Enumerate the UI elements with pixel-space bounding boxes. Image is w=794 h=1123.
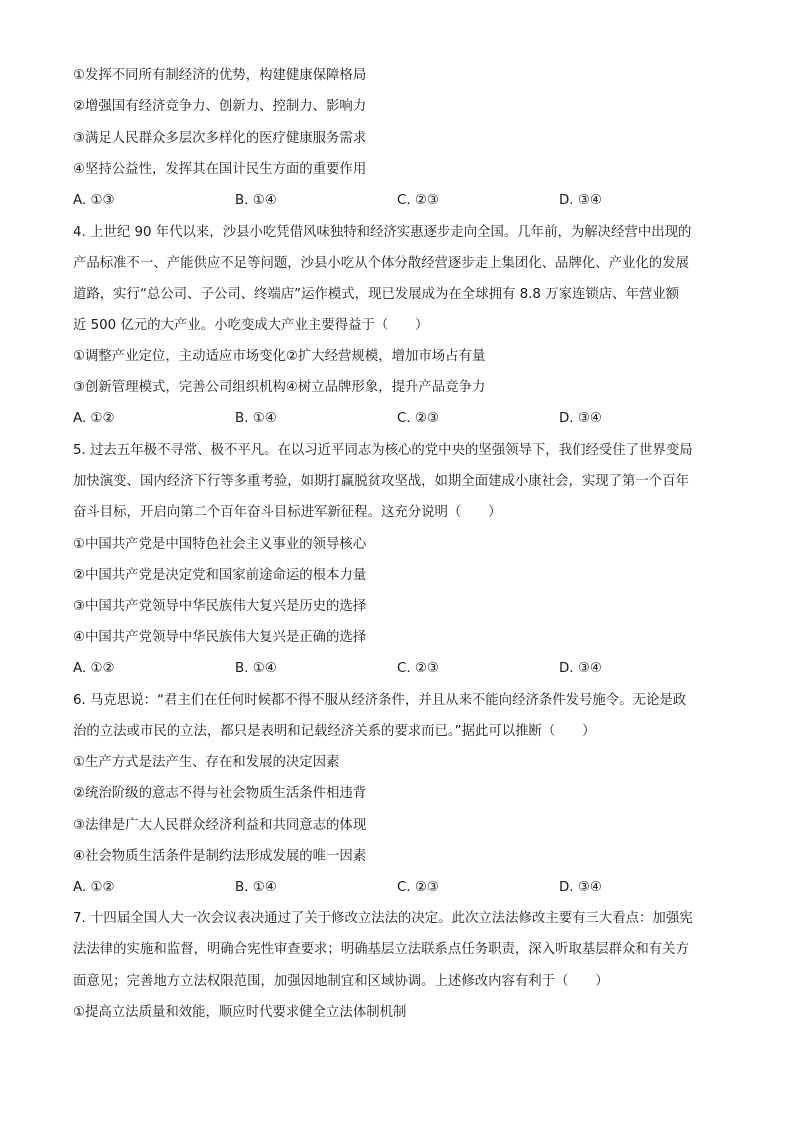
q6-statement-4: ④社会物质生活条件是制约法形成发展的唯一因素 — [73, 849, 367, 864]
q5-stem-line-2: 加快演变、国内经济下行等多重考验，如期打赢脱贫攻坚战，如期全面建成小康社会，实现了第一个百年 — [73, 474, 689, 489]
q6-option-d[interactable]: D. ③④ — [559, 880, 602, 895]
q3-options — [73, 193, 633, 209]
q4-option-b[interactable]: B. ①④ — [235, 411, 277, 426]
q5-option-a[interactable]: A. ①② — [73, 661, 115, 676]
q7-statement-1: ①提高立法质量和效能，顺应时代要求健全立法体制机制 — [73, 1005, 407, 1020]
q7-stem-line-1: 7. 十四届全国人大一次会议表决通过了关于修改立法法的决定。此次立法法修改主要有三大看点：加强宪 — [73, 911, 693, 926]
q4-stem-line-4: 近 500 亿元的大产业。小吃变成大产业主要得益于（ ） — [73, 318, 429, 333]
q4-option-a[interactable]: A. ①② — [73, 411, 115, 426]
q4-option-c[interactable]: C. ②③ — [397, 411, 439, 426]
q4-stem-line-3: 道路，实行“总公司、子公司、终端店”运作模式，现已发展成为在全球拥有 8.8 万家连锁店、年营业额 — [73, 287, 680, 302]
q4-statement-2: ③创新管理模式，完善公司组织机构④树立品牌形象，提升产品竞争力 — [73, 380, 486, 395]
q5-option-b[interactable]: B. ①④ — [235, 661, 277, 676]
q3-option-c[interactable]: C. ②③ — [397, 193, 439, 208]
q6-statement-3: ③法律是广大人民群众经济利益和共同意志的体现 — [73, 818, 367, 833]
q5-statement-3: ③中国共产党领导中华民族伟大复兴是历史的选择 — [73, 599, 367, 614]
q4-options — [73, 411, 633, 427]
q4-stem-line-1: 4. 上世纪 90 年代以来，沙县小吃凭借风味独特和经济实惠逐步走向全国。几年前，为解决经营中出现的 — [73, 225, 692, 240]
q3-option-d[interactable]: D. ③④ — [559, 193, 602, 208]
q5-statement-2: ②中国共产党是决定党和国家前途命运的根本力量 — [73, 568, 367, 583]
q7-stem-line-2: 法法律的实施和监督，明确合宪性审查要求；明确基层立法联系点任务职责，深入听取基层群众和有关方 — [73, 942, 689, 957]
q5-options — [73, 661, 633, 677]
q6-option-a[interactable]: A. ①② — [73, 880, 115, 895]
q3-statement-4: ④坚持公益性，发挥其在国计民生方面的重要作用 — [73, 162, 367, 177]
q6-statement-1: ①生产方式是法产生、存在和发展的决定因素 — [73, 755, 340, 770]
q4-stem-line-2: 产品标准不一、产能供应不足等问题，沙县小吃从个体分散经营逐步走上集团化、品牌化、产业化的发展 — [73, 256, 689, 271]
q6-statement-2: ②统治阶级的意志不得与社会物质生活条件相违背 — [73, 786, 367, 801]
q6-options — [73, 880, 633, 896]
q4-option-d[interactable]: D. ③④ — [559, 411, 602, 426]
q3-option-a[interactable]: A. ①③ — [73, 193, 115, 208]
q3-option-b[interactable]: B. ①④ — [235, 193, 277, 208]
q6-option-c[interactable]: C. ②③ — [397, 880, 439, 895]
q5-option-c[interactable]: C. ②③ — [397, 661, 439, 676]
q3-statement-3: ③满足人民群众多层次多样化的医疗健康服务需求 — [73, 131, 367, 146]
q6-stem-line-1: 6. 马克思说：“君主们在任何时候都不得不服从经济条件，并且从来不能向经济条件发号施令。无论是政 — [73, 693, 687, 708]
q7-stem-line-3: 面意见；完善地方立法权限范围，加强因地制宜和区域协调。上述修改内容有利于（ ） — [73, 974, 609, 989]
q5-stem-line-1: 5. 过去五年极不寻常、极不平凡。在以习近平同志为核心的党中央的坚强领导下，我们经受住了世界变局 — [73, 443, 693, 458]
q5-option-d[interactable]: D. ③④ — [559, 661, 602, 676]
q5-statement-4: ④中国共产党领导中华民族伟大复兴是正确的选择 — [73, 630, 367, 645]
q5-stem-line-3: 奋斗目标，开启向第二个百年奋斗目标进军新征程。这充分说明（ ） — [73, 505, 502, 520]
q3-statement-1: ①发挥不同所有制经济的优势，构建健康保障格局 — [73, 68, 367, 83]
q6-option-b[interactable]: B. ①④ — [235, 880, 277, 895]
q6-stem-line-2: 治的立法或市民的立法，都只是表明和记载经济关系的要求而已。”据此可以推断（ ） — [73, 724, 596, 739]
q4-statement-1: ①调整产业定位，主动适应市场变化②扩大经营规模，增加市场占有量 — [73, 349, 486, 364]
q3-statement-2: ②增强国有经济竞争力、创新力、控制力、影响力 — [73, 99, 367, 114]
q5-statement-1: ①中国共产党是中国特色社会主义事业的领导核心 — [73, 537, 367, 552]
